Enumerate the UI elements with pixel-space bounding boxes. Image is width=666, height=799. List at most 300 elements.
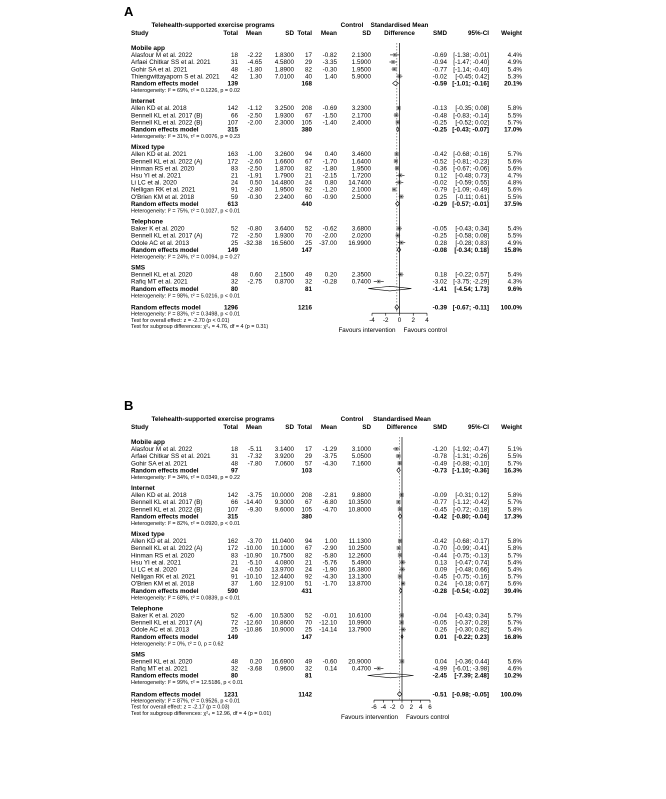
- study-smd-value: -0.05: [432, 619, 447, 627]
- subgroup-smd-value: -0.73: [432, 467, 447, 475]
- study-mean-intervention: -0.80: [247, 225, 262, 233]
- subgroup-heterogeneity: Heterogeneity: I² = 75%, τ² = 0.1027, p < 0.01: [131, 208, 240, 215]
- subgroup-total-control: 380: [301, 126, 312, 134]
- study-total-intervention: 52: [230, 612, 238, 620]
- study-smd-value: -0.09: [432, 492, 447, 500]
- study-ci-value: [-1.38; -0.01]: [453, 52, 489, 60]
- study-mean-intervention: -9.30: [247, 506, 262, 514]
- study-mean-intervention: 0.50: [249, 179, 262, 187]
- header-mean-intervention: Mean: [245, 424, 262, 431]
- study-total-control: 29: [304, 453, 312, 461]
- study-name: Bennell KL et al. 2017 (A): [131, 619, 203, 627]
- study-total-intervention: 72: [230, 619, 238, 627]
- study-name: Bennell KL et al. 2017 (B): [131, 112, 203, 120]
- study-sd-intervention: 16.6900: [271, 658, 294, 666]
- study-name: Bennell KL et al. 2022 (A): [131, 545, 203, 553]
- subgroup-weight-value: 20.1%: [504, 80, 522, 88]
- header-total-control: Total: [297, 424, 312, 431]
- study-total-control: 57: [304, 460, 312, 468]
- study-name: Allen KD et al. 2021: [131, 538, 187, 546]
- study-total-control: 67: [304, 545, 312, 553]
- study-weight-value: 5.5%: [507, 232, 522, 240]
- study-smd-value: -0.79: [432, 186, 447, 194]
- study-mean-control: -0.60: [322, 658, 337, 666]
- column-group-title-control: Control: [340, 416, 364, 423]
- study-mean-control: -4.70: [322, 506, 337, 514]
- header-study: Study: [131, 30, 149, 37]
- study-ci-value: [-0.22; 0.57]: [455, 271, 489, 279]
- study-sd-intervention: 12.4400: [271, 573, 294, 581]
- study-total-intervention: 59: [230, 193, 238, 201]
- study-total-intervention: 25: [230, 626, 238, 634]
- study-smd-value: -0.42: [432, 538, 447, 546]
- header-sd-control: SD: [362, 30, 371, 37]
- study-sd-control: 13.7900: [348, 626, 371, 634]
- study-sd-intervention: 12.9100: [271, 580, 294, 588]
- subgroup-ci-value: [-0.34; 0.18]: [454, 246, 489, 254]
- study-smd-value: -0.25: [432, 119, 447, 127]
- panel-label: A: [124, 4, 134, 19]
- study-sd-control: 10.6100: [348, 612, 371, 620]
- subgroup-ci-value: [-0.54; -0.02]: [452, 587, 489, 595]
- header-ci: 95%-CI: [468, 424, 489, 431]
- subgroup-ci-value: [-1.01; -0.16]: [452, 80, 489, 88]
- overall-heterogeneity: Heterogeneity: I² = 83%, τ² = 0.3498, p < 0.01: [131, 311, 240, 318]
- study-sd-intervention: 1.9300: [274, 112, 294, 120]
- study-sd-control: 10.3500: [348, 499, 371, 507]
- study-smd-value: 0.26: [434, 626, 447, 634]
- study-ci-value: [-0.99; -0.41]: [453, 545, 489, 553]
- study-smd-value: 0.04: [434, 658, 447, 666]
- study-smd-value: -0.02: [432, 73, 447, 81]
- study-sd-intervention: 0.9600: [274, 665, 294, 673]
- study-smd-value: 0.13: [434, 559, 447, 567]
- study-mean-control: -2.00: [322, 232, 337, 240]
- study-sd-control: 11.1300: [348, 538, 371, 546]
- study-weight-value: 5.6%: [507, 158, 522, 166]
- subgroup-title: Internet: [131, 98, 155, 106]
- subgroup-title: Internet: [131, 485, 155, 492]
- subgroup-pooled-label: Random effects model: [131, 672, 199, 680]
- study-mean-intervention: -2.22: [247, 52, 262, 60]
- header-mean-intervention: Mean: [245, 30, 262, 37]
- study-ci-value: [-0.72; -0.18]: [453, 506, 489, 514]
- study-smd-value: 0.12: [434, 172, 447, 180]
- subgroup-total-intervention: 80: [230, 285, 238, 293]
- subgroup-smd-value: -0.29: [432, 200, 447, 208]
- subgroup-title: SMS: [131, 651, 146, 659]
- study-weight-value: 5.7%: [507, 119, 522, 127]
- study-sd-intervention: 1.9300: [274, 232, 294, 240]
- x-axis-tick-label: 2: [411, 317, 415, 325]
- column-group-title-intervention: Telehealth-supported exercise programs: [151, 22, 275, 29]
- study-mean-intervention: -0.30: [247, 193, 262, 201]
- study-mean-intervention: -10.10: [244, 573, 262, 581]
- study-sd-intervention: 10.0000: [271, 492, 294, 500]
- header-ci: 95%-CI: [468, 30, 489, 37]
- study-mean-intervention: -2.60: [247, 158, 262, 166]
- study-sd-control: 0.4700: [351, 665, 371, 673]
- study-mean-control: -5.76: [322, 559, 337, 567]
- study-smd-value: -0.45: [432, 573, 447, 581]
- study-weight-value: 4.7%: [507, 172, 522, 180]
- study-name: Rafiq MT et al. 2021: [131, 665, 188, 673]
- study-ci-value: [-0.48; 0.66]: [455, 566, 489, 574]
- study-name: Nelligan RK et al. 2021: [131, 573, 196, 581]
- header-plot-subtitle: Difference: [384, 30, 415, 37]
- favours-control-label: Favours control: [406, 714, 450, 722]
- study-total-control: 94: [304, 151, 312, 159]
- study-total-control: 67: [304, 112, 312, 120]
- study-point-estimate: [396, 448, 397, 449]
- study-total-control: 21: [304, 172, 312, 180]
- study-sd-control: 1.6400: [351, 158, 371, 166]
- header-total-control: Total: [297, 30, 312, 37]
- study-ci-value: [-3.75; -2.29]: [453, 278, 489, 286]
- study-sd-control: 12.2600: [348, 552, 371, 560]
- subgroup-heterogeneity: Heterogeneity: I² = 82%, τ² = 0.0920, p < 0.01: [131, 520, 240, 527]
- study-point-estimate: [401, 242, 402, 243]
- study-mean-intervention: -5.10: [247, 559, 262, 567]
- x-axis-tick-label: 0: [397, 317, 402, 325]
- subgroup-pooled-label: Random effects model: [131, 513, 199, 521]
- subgroup-pooled-label: Random effects model: [131, 200, 199, 208]
- overall-total-control: 1142: [298, 691, 312, 699]
- study-sd-intervention: 1.8300: [274, 52, 294, 60]
- column-group-title-control: Control: [340, 22, 364, 29]
- study-mean-control: -1.50: [322, 112, 337, 120]
- header-total-intervention: Total: [223, 30, 238, 37]
- study-sd-control: 16.3800: [348, 566, 371, 574]
- study-total-control: 82: [304, 66, 312, 74]
- study-smd-value: -0.78: [432, 453, 447, 461]
- study-sd-control: 10.9900: [348, 619, 371, 627]
- test-subgroup-differences: Test for subgroup differences: χ²₄ = 12.96, df = 4 (p = 0.01): [131, 710, 272, 717]
- study-mean-control: -2.15: [322, 172, 337, 180]
- subgroup-ci-value: [-0.22; 0.23]: [454, 633, 489, 641]
- subgroup-heterogeneity: Heterogeneity: I² = 98%, τ² = 5.0216, p < 0.01: [131, 293, 240, 300]
- subgroup-smd-value: -0.25: [432, 126, 447, 134]
- subgroup-weight-value: 16.8%: [504, 633, 522, 641]
- study-weight-value: 5.4%: [507, 626, 522, 634]
- study-total-control: 105: [301, 506, 312, 514]
- x-axis-tick-label: 0: [400, 704, 404, 712]
- subgroup-total-intervention: 80: [230, 672, 238, 680]
- header-total-intervention: Total: [223, 424, 238, 431]
- study-point-estimate: [398, 107, 399, 108]
- subgroup-title: Mixed type: [131, 144, 165, 152]
- study-sd-intervention: 7.0100: [274, 73, 294, 81]
- study-total-control: 17: [304, 446, 312, 454]
- study-total-control: 67: [304, 499, 312, 507]
- study-sd-intervention: 7.0600: [274, 460, 294, 468]
- study-name: Bennell KL et al. 2020: [131, 658, 193, 666]
- favours-control-label: Favours control: [403, 327, 447, 335]
- study-ci-value: [-0.35; 0.08]: [455, 105, 489, 113]
- study-weight-value: 5.1%: [507, 446, 522, 454]
- study-total-control: 51: [304, 580, 312, 588]
- header-plot-subtitle: Difference: [386, 424, 418, 431]
- x-axis-tick-label: -4: [369, 317, 375, 325]
- study-sd-intervention: 3.6400: [274, 225, 294, 233]
- study-sd-control: 5.0500: [351, 453, 371, 461]
- subgroup-pooled-label: Random effects model: [131, 80, 199, 88]
- study-sd-control: 14.7400: [348, 179, 371, 187]
- study-weight-value: 5.5%: [507, 193, 522, 201]
- subgroup-title: SMS: [131, 264, 146, 272]
- study-sd-intervention: 3.2500: [274, 105, 294, 113]
- study-name: Bennell KL et al. 2017 (B): [131, 499, 203, 507]
- test-overall-effect: Test for overall effect: z = -2.17 (p = 0.03): [131, 704, 230, 711]
- study-total-intervention: 25: [230, 239, 238, 247]
- subgroup-title: Telephone: [131, 605, 164, 613]
- study-mean-intervention: -2.75: [247, 278, 262, 286]
- study-ci-value: [-0.30; 0.82]: [455, 626, 489, 634]
- subgroup-title: Mobile app: [131, 45, 165, 52]
- study-ci-value: [-0.88; -0.10]: [453, 460, 489, 468]
- study-total-intervention: 18: [230, 446, 238, 454]
- study-sd-control: 1.9500: [351, 165, 371, 173]
- study-ci-value: [-0.67; -0.06]: [453, 165, 489, 173]
- subgroup-ci-value: [-1.10; -0.36]: [452, 467, 489, 475]
- study-total-intervention: 66: [230, 112, 238, 120]
- study-mean-intervention: -32.38: [244, 239, 262, 247]
- study-smd-value: 0.18: [434, 271, 447, 279]
- study-ci-value: [-0.68; -0.17]: [453, 538, 489, 546]
- study-mean-intervention: -5.11: [248, 446, 262, 454]
- study-point-estimate: [398, 501, 399, 502]
- study-weight-value: 5.6%: [507, 658, 522, 666]
- study-mean-control: -2.81: [322, 492, 337, 500]
- subgroup-ci-value: [-7.39; 2.48]: [454, 672, 489, 680]
- study-total-control: 29: [304, 59, 312, 67]
- study-total-intervention: 142: [227, 105, 238, 113]
- subgroup-smd-value: -2.45: [432, 672, 447, 680]
- study-name: Odole AC et al. 2013: [131, 626, 190, 634]
- study-sd-intervention: 1.7900: [274, 172, 294, 180]
- study-mean-intervention: -2.50: [247, 232, 262, 240]
- study-ci-value: [-1.09; -0.49]: [453, 186, 489, 194]
- subgroup-ci-value: [-0.43; -0.07]: [452, 126, 489, 134]
- study-mean-control: -3.75: [322, 453, 337, 461]
- study-mean-control: 0.40: [324, 151, 337, 159]
- study-name: Gohir SA et al. 2021: [131, 460, 188, 468]
- test-overall-effect: Test for overall effect: z = -2.70 (p < 0.01): [131, 317, 230, 324]
- subgroup-weight-value: 10.2%: [504, 672, 522, 680]
- subgroup-ci-value: [-0.57; -0.01]: [452, 200, 489, 208]
- subgroup-smd-value: -1.41: [432, 285, 447, 293]
- study-weight-value: 4.4%: [507, 52, 522, 60]
- study-point-estimate: [392, 61, 393, 62]
- study-point-estimate: [394, 69, 395, 70]
- study-point-estimate: [378, 281, 379, 282]
- study-total-intervention: 142: [227, 492, 238, 500]
- study-weight-value: 4.8%: [507, 179, 522, 187]
- subgroup-weight-value: 17.3%: [504, 513, 522, 521]
- study-name: Alasfour M et al. 2022: [131, 446, 193, 454]
- study-total-intervention: 37: [230, 580, 238, 588]
- study-name: O'Brien KM et al. 2018: [131, 193, 195, 201]
- study-name: Baker K et al. 2020: [131, 612, 185, 620]
- study-point-estimate: [398, 547, 399, 548]
- study-total-intervention: 21: [230, 172, 238, 180]
- study-mean-intervention: -3.68: [247, 665, 262, 673]
- study-mean-control: -0.82: [322, 52, 337, 60]
- study-mean-control: 1.00: [324, 538, 337, 546]
- study-sd-intervention: 4.5800: [274, 59, 294, 67]
- x-axis-tick-label: 6: [428, 704, 432, 712]
- study-smd-value: -0.45: [432, 506, 447, 514]
- study-mean-control: -1.90: [322, 566, 337, 574]
- study-total-control: 60: [304, 193, 312, 201]
- subgroup-heterogeneity: Heterogeneity: I² = 0%, τ² = 0, p = 0.62: [131, 641, 224, 648]
- study-ci-value: [-0.75; -0.16]: [453, 573, 489, 581]
- study-name: Thiengwittayaporn S et al. 2021: [131, 73, 220, 81]
- study-weight-value: 5.3%: [507, 73, 522, 81]
- study-smd-value: -0.04: [432, 612, 447, 620]
- study-weight-value: 5.8%: [507, 545, 522, 553]
- study-weight-value: 5.6%: [507, 186, 522, 194]
- study-mean-intervention: -3.70: [247, 538, 262, 546]
- study-sd-control: 0.7400: [351, 278, 371, 286]
- study-ci-value: [-1.47; -0.40]: [453, 59, 489, 67]
- subgroup-pooled-label: Random effects model: [131, 246, 199, 254]
- study-mean-control: -3.35: [322, 59, 337, 67]
- subgroup-smd-value: -0.08: [432, 246, 447, 254]
- study-point-estimate: [393, 189, 394, 190]
- study-smd-value: -0.42: [432, 151, 447, 159]
- study-ci-value: [-0.68; -0.16]: [453, 151, 489, 159]
- study-mean-control: -1.70: [322, 158, 337, 166]
- study-ci-value: [-0.48; 0.73]: [455, 172, 489, 180]
- study-total-control: 92: [304, 573, 312, 581]
- study-total-control: 17: [304, 52, 312, 60]
- study-weight-value: 5.4%: [507, 66, 522, 74]
- overall-pooled-label: Random effects model: [131, 304, 201, 312]
- study-weight-value: 5.4%: [507, 225, 522, 233]
- header-smd: SMD: [433, 30, 447, 37]
- subgroup-total-control: 81: [304, 672, 312, 680]
- subgroup-smd-value: 0.01: [434, 633, 447, 641]
- study-total-control: 82: [304, 165, 312, 173]
- study-total-control: 32: [304, 278, 312, 286]
- study-mean-intervention: 0.20: [249, 658, 262, 666]
- study-mean-intervention: -14.40: [244, 499, 262, 507]
- subgroup-pooled-label: Random effects model: [131, 587, 199, 595]
- study-weight-value: 4.6%: [507, 665, 522, 673]
- subgroup-pooled-diamond: [368, 673, 414, 678]
- subgroup-total-intervention: 315: [227, 513, 238, 521]
- study-sd-control: 2.1000: [351, 186, 371, 194]
- study-mean-control: -1.20: [322, 186, 337, 194]
- study-name: Allen KD et al. 2018: [131, 492, 187, 500]
- study-name: Baker K et al. 2020: [131, 225, 185, 233]
- study-ci-value: [-0.59; 0.55]: [455, 179, 489, 187]
- subgroup-pooled-label: Random effects model: [131, 467, 199, 475]
- study-name: Gohir SA et al. 2021: [131, 66, 188, 74]
- study-weight-value: 5.7%: [507, 460, 522, 468]
- study-name: Hsu YI et al. 2021: [131, 172, 181, 180]
- study-weight-value: 5.6%: [507, 580, 522, 588]
- overall-heterogeneity: Heterogeneity: I² = 87%, τ² = 0.9526, p < 0.01: [131, 698, 240, 705]
- study-mean-control: -0.01: [322, 612, 337, 620]
- study-ci-value: [-0.52; 0.02]: [455, 119, 489, 127]
- subgroup-weight-value: 15.8%: [504, 246, 522, 254]
- study-weight-value: 5.8%: [507, 492, 522, 500]
- study-mean-control: -2.90: [322, 545, 337, 553]
- study-total-control: 24: [304, 566, 312, 574]
- study-mean-intervention: 1.60: [249, 580, 262, 588]
- subgroup-heterogeneity: Heterogeneity: I² = 24%, τ² = 0.0094, p = 0.27: [131, 254, 240, 261]
- study-total-intervention: 66: [230, 499, 238, 507]
- study-total-intervention: 48: [230, 460, 238, 468]
- study-ci-value: [-0.58; 0.08]: [455, 232, 489, 240]
- study-smd-value: -0.77: [432, 66, 447, 74]
- study-sd-intervention: 10.1000: [271, 545, 294, 553]
- study-total-intervention: 107: [227, 506, 238, 514]
- study-sd-control: 10.8000: [348, 506, 371, 514]
- study-mean-control: -1.80: [322, 165, 337, 173]
- x-axis-tick-label: -6: [371, 704, 377, 712]
- study-weight-value: 5.4%: [507, 559, 522, 567]
- study-sd-intervention: 1.9500: [274, 186, 294, 194]
- study-point-estimate: [378, 668, 379, 669]
- study-total-intervention: 21: [230, 559, 238, 567]
- study-sd-intervention: 16.5600: [271, 239, 294, 247]
- study-sd-control: 13.1300: [348, 573, 371, 581]
- header-study: Study: [131, 424, 149, 431]
- subgroup-title: Mobile app: [131, 439, 165, 446]
- subgroup-total-intervention: 590: [227, 587, 238, 595]
- study-smd-value: 0.25: [434, 193, 447, 201]
- study-mean-intervention: -7.80: [247, 460, 262, 468]
- study-total-intervention: 91: [230, 186, 238, 194]
- subgroup-total-intervention: 97: [230, 467, 238, 475]
- study-weight-value: 5.4%: [507, 271, 522, 279]
- study-point-estimate: [395, 161, 396, 162]
- study-mean-intervention: -0.50: [247, 566, 262, 574]
- x-axis-tick-label: -2: [382, 317, 389, 325]
- study-mean-control: -0.30: [322, 66, 337, 74]
- subgroup-pooled-diamond: [396, 201, 400, 206]
- study-sd-control: 13.8700: [348, 580, 371, 588]
- study-name: Bennell KL et al. 2017 (A): [131, 232, 203, 240]
- study-ci-value: [-0.45; 0.42]: [455, 73, 489, 81]
- study-total-control: 25: [304, 239, 312, 247]
- overall-pooled-label: Random effects model: [131, 691, 201, 699]
- study-point-estimate: [400, 274, 401, 275]
- subgroup-weight-value: 39.4%: [504, 587, 522, 595]
- study-sd-intervention: 10.7500: [271, 552, 294, 560]
- study-sd-intervention: 10.9000: [271, 626, 294, 634]
- header-plot-title: Standardised Mean: [373, 416, 431, 423]
- study-smd-value: -0.48: [432, 112, 447, 120]
- study-total-intervention: 91: [230, 573, 238, 581]
- study-ci-value: [-0.36; 0.44]: [455, 658, 489, 666]
- study-mean-control: -0.62: [322, 225, 337, 233]
- study-mean-intervention: -12.60: [244, 619, 262, 627]
- study-sd-intervention: 2.1500: [274, 271, 294, 279]
- study-mean-control: -0.90: [322, 193, 337, 201]
- study-sd-control: 7.1600: [351, 460, 371, 468]
- study-total-control: 208: [301, 492, 312, 500]
- subgroup-weight-value: 37.5%: [504, 200, 522, 208]
- study-smd-value: -0.13: [432, 105, 447, 113]
- subgroup-pooled-label: Random effects model: [131, 633, 199, 641]
- x-axis-tick-label: 4: [418, 704, 423, 712]
- study-weight-value: 5.7%: [507, 573, 522, 581]
- study-mean-control: -4.30: [322, 460, 337, 468]
